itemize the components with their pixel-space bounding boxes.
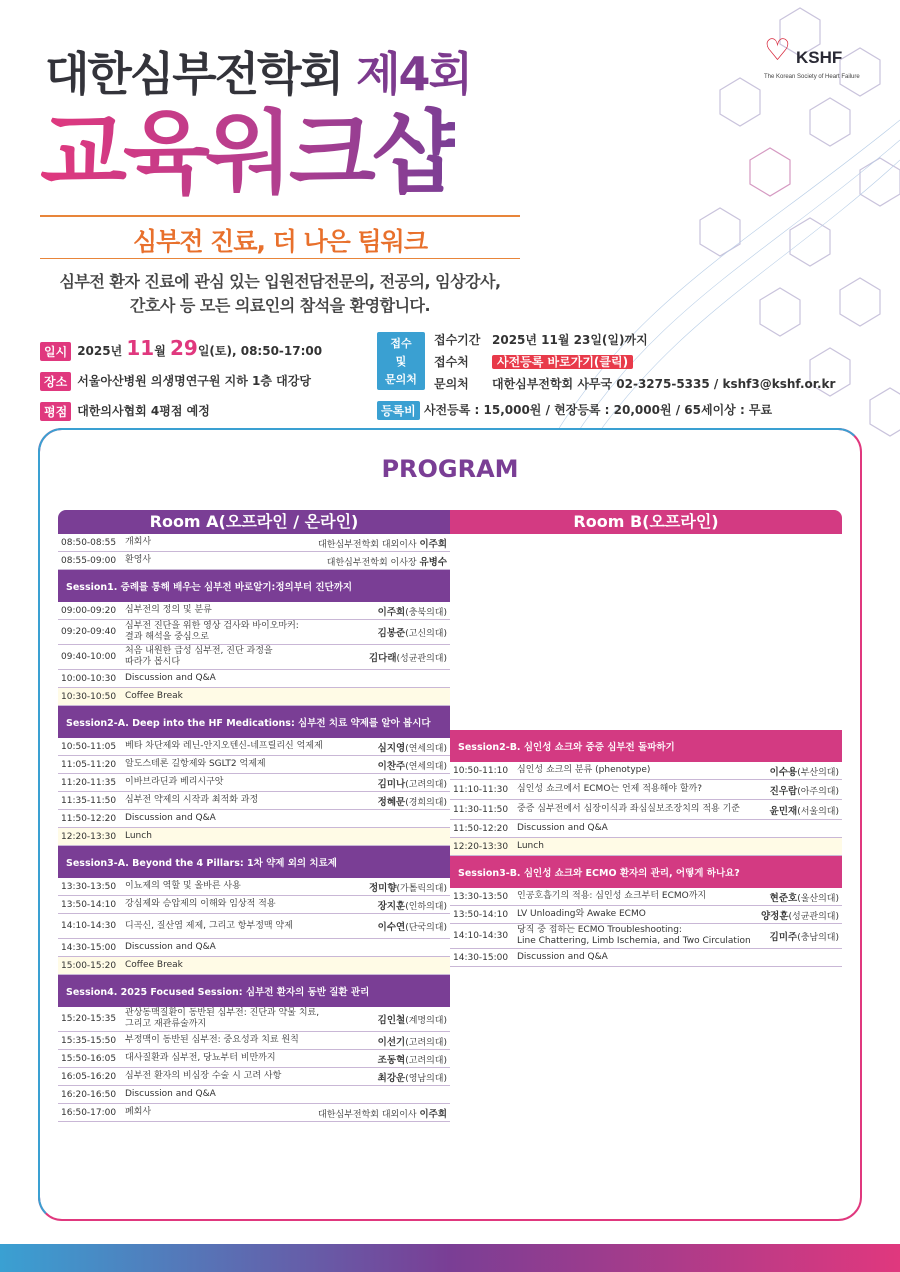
place-text: 서울아산병원 의생명연구원 지하 1층 대강당 [77, 374, 311, 388]
speaker [378, 604, 447, 618]
schedule-row [58, 939, 450, 957]
date-info [40, 336, 322, 361]
talk-title [517, 909, 761, 920]
schedule-row [450, 820, 842, 838]
speaker-affiliation: (부산의대) [797, 767, 839, 778]
speaker [770, 929, 839, 943]
speaker-affiliation: (영남의대) [405, 1073, 447, 1084]
schedule-row [58, 1104, 450, 1122]
speaker-name: 윤민재 [769, 805, 798, 817]
talk-title-line: 이뇨제의 역할 및 올바른 사용 [125, 881, 241, 891]
schedule-row [450, 949, 842, 967]
talk-title-line: 심부전의 정의 및 분류 [125, 605, 212, 615]
talk-title [125, 1071, 378, 1082]
speaker [378, 1070, 447, 1084]
schedule-row [450, 762, 842, 780]
talk-title [125, 813, 447, 824]
speaker-name: 심지영 [377, 742, 406, 754]
speaker-name: 김인철 [377, 1015, 406, 1026]
speaker [770, 764, 839, 778]
talk-title [125, 831, 447, 842]
schedule-row [58, 602, 450, 620]
date-label: 일시 [40, 342, 71, 361]
schedule-row [58, 1032, 450, 1050]
talk-title [125, 881, 369, 892]
main-title: 교육워크샵 [40, 101, 455, 206]
talk-title [125, 795, 378, 806]
reg-contact [434, 375, 835, 392]
speaker-role: 대한심부전학회 대외이사 [318, 1109, 420, 1120]
talk-title [125, 555, 327, 566]
schedule-row [450, 888, 842, 906]
speaker-name: 이주희 [419, 1108, 447, 1120]
talk-title-line: 심부전 약제의 시작과 최적화 과정 [125, 795, 259, 805]
contact-key: 문의처 [434, 377, 469, 391]
talk-title [517, 925, 770, 947]
schedule-row [58, 552, 450, 570]
credit-info [40, 402, 210, 421]
schedule-row [58, 792, 450, 810]
reg-label-line: 및 [395, 355, 407, 368]
speaker [378, 625, 447, 639]
schedule-row [58, 756, 450, 774]
talk-title-line: Lunch [125, 831, 152, 841]
talk-title-line: 심부전 진단을 위한 영상 검사와 바이오마커: [125, 621, 299, 631]
talk-title-line: Line Chattering, Limb Ischemia, and Two Circulation [517, 936, 751, 946]
session-header: Session2-B. 심인성 쇼크와 중증 심부전 돌파하기 [450, 730, 842, 762]
logo-subtitle: The Korean Society of Heart Failure [764, 74, 860, 80]
talk-title-line: LV Unloading와 Awake ECMO [517, 909, 646, 919]
time-slot: 08:50-08:55 [61, 537, 117, 548]
heart-icon: ♡ [764, 33, 791, 68]
speaker [369, 880, 447, 894]
period-value: 2025년 11월 23일(일)까지 [492, 333, 648, 347]
speaker [378, 1034, 447, 1048]
time-slot: 10:30-10:50 [61, 691, 117, 702]
period-key: 접수기간 [434, 333, 481, 347]
place-info [40, 372, 311, 391]
schedule-row [58, 670, 450, 688]
speaker-name: 김봉준 [377, 628, 406, 639]
speaker-name: 정혜문 [377, 796, 406, 808]
fee-text: 사전등록 : 15,000원 / 현장등록 : 20,000원 / 65세이상 : 무료 [423, 403, 773, 417]
speaker-name: 정미향 [368, 882, 397, 894]
speaker-name: 이주희 [419, 538, 447, 550]
talk-title [125, 921, 378, 932]
speaker [318, 536, 447, 550]
schedule-row [58, 1068, 450, 1086]
time-slot: 11:05-11:20 [61, 759, 117, 770]
session-header: Session1. 증례를 통해 배우는 심부전 바로알기:정의부터 진단까지 [58, 570, 450, 602]
speaker [770, 803, 839, 817]
talk-title-line: 환영사 [125, 555, 152, 565]
date-time: 일(토), 08:50-17:00 [197, 344, 323, 358]
speaker [761, 908, 839, 922]
time-slot: 15:50-16:05 [61, 1053, 117, 1064]
event-subtitle: 심부전 진료, 더 나은 팀워크 [133, 227, 427, 256]
talk-title [125, 646, 369, 668]
talk-title-line: 폐회사 [125, 1107, 152, 1117]
talk-title-line: 심인성 쇼크에서 ECMO는 언제 적용해야 할까? [517, 784, 703, 794]
schedule-row [58, 774, 450, 792]
talk-title [517, 765, 770, 776]
speaker-name: 김다래 [368, 653, 397, 664]
time-slot: 11:35-11:50 [61, 795, 117, 806]
talk-title-line: 대사질환과 심부전, 당뇨부터 비만까지 [125, 1053, 276, 1063]
time-slot: 14:30-15:00 [453, 952, 509, 963]
kshf-logo [760, 33, 870, 86]
talk-title [125, 537, 318, 548]
speaker-name: 진우람 [769, 785, 798, 797]
reg-label-line: 접수 [390, 337, 412, 350]
talk-title [125, 1089, 447, 1100]
time-slot: 13:30-13:50 [61, 881, 117, 892]
session-header: Session2-A. Deep into the HF Medications: 심부전 치료 약제를 알아 봅시다 [58, 706, 450, 738]
title-divider [40, 215, 520, 217]
speaker [770, 783, 839, 797]
speaker [378, 1012, 447, 1026]
schedule-row [58, 534, 450, 552]
session-header: Session3-B. 심인성 쇼크와 ECMO 환자의 관리, 어떻게 하나요? [450, 856, 842, 888]
room-b-schedule [450, 534, 842, 967]
speaker [327, 554, 447, 568]
talk-title [517, 784, 770, 795]
speaker-affiliation: (연세의대) [405, 743, 447, 754]
speaker-affiliation: (인하의대) [405, 901, 447, 912]
talk-title-line: Coffee Break [125, 691, 183, 701]
speaker [378, 758, 447, 772]
schedule-row [58, 738, 450, 756]
schedule-row [58, 1086, 450, 1104]
talk-title-line: 당직 중 접하는 ECMO Troubleshooting: [517, 925, 682, 935]
talk-title-line: Discussion and Q&A [517, 952, 608, 962]
session-header: Session4. 2025 Focused Session: 심부전 환자의 동반 질환 관리 [58, 975, 450, 1007]
talk-title-line: 인공호흡기의 적용: 심인성 쇼크부터 ECMO까지 [517, 891, 707, 901]
logo-text: KSHF [796, 48, 843, 67]
schedule-row [58, 878, 450, 896]
talk-title-line: 부정맥이 동반된 심부전: 중요성과 치료 원칙 [125, 1035, 299, 1045]
speaker [378, 794, 447, 808]
talk-title [125, 1107, 318, 1118]
reg-where [434, 353, 633, 370]
break-row [58, 688, 450, 706]
schedule-row [58, 810, 450, 828]
speaker [378, 740, 447, 754]
talk-title [125, 759, 378, 770]
schedule-row [450, 924, 842, 949]
schedule-row [58, 1007, 450, 1032]
date-year: 2025년 [77, 344, 123, 358]
talk-title-line: 심부전 환자의 비심장 수술 시 고려 사항 [125, 1071, 282, 1081]
talk-title-line: 관상동맥질환이 동반된 심부전: 진단과 약물 치료, [125, 1008, 320, 1018]
speaker-affiliation: (아주의대) [797, 786, 839, 797]
room-a-header: Room A(오프라인 / 온라인) [58, 510, 450, 534]
talk-title [125, 1035, 378, 1046]
intro-line: 심부전 환자 진료에 관심 있는 입원전담전문의, 전공의, 임상강사, [59, 272, 501, 291]
speaker-name: 이주희 [377, 606, 406, 618]
talk-title-line: Lunch [517, 841, 544, 851]
schedule-row [58, 645, 450, 670]
session-header: Session3-A. Beyond the 4 Pillars: 1차 약제 외의 치료제 [58, 846, 450, 878]
talk-title-line: Discussion and Q&A [517, 823, 608, 833]
date-month-unit: 월 [154, 344, 166, 358]
break-row [450, 838, 842, 856]
time-slot: 08:55-09:00 [61, 555, 117, 566]
speaker-name: 이선기 [377, 1036, 406, 1048]
time-slot: 09:40-10:00 [61, 652, 117, 662]
talk-title-line: 알도스테론 길항제와 SGLT2 억제제 [125, 759, 266, 769]
time-slot: 15:35-15:50 [61, 1035, 117, 1046]
speaker [378, 1052, 447, 1066]
talk-title-line: 그리고 재관류술까지 [125, 1019, 207, 1029]
speaker-affiliation: (단국의대) [405, 923, 447, 933]
edition: 제4회 [356, 47, 471, 101]
date-month: 11 [126, 336, 155, 360]
talk-title [125, 777, 378, 788]
speaker [770, 890, 839, 904]
time-slot: 09:00-09:20 [61, 605, 117, 616]
speaker [378, 919, 447, 933]
speaker [378, 776, 447, 790]
credit-text: 대한의사협회 4평점 예정 [77, 404, 210, 418]
schedule-row [450, 906, 842, 924]
talk-title-line: 개회사 [125, 537, 152, 547]
date-day: 29 [170, 336, 198, 360]
intro-line: 간호사 등 모든 의료인의 참석을 환영합니다. [129, 296, 431, 315]
schedule-row [58, 914, 450, 939]
break-row [58, 828, 450, 846]
schedule-row [58, 1050, 450, 1068]
speaker-name: 양정훈 [760, 910, 789, 922]
time-slot: 15:00-15:20 [61, 960, 117, 971]
speaker-name: 이수연 [377, 922, 406, 933]
speaker-name: 조동혁 [377, 1054, 406, 1066]
talk-title [125, 621, 378, 643]
speaker-affiliation: (가톨릭의대) [396, 883, 447, 894]
time-slot: 15:20-15:35 [61, 1014, 117, 1024]
talk-title-line: 심인성 쇼크의 분류 (phenotype) [517, 765, 651, 775]
time-slot: 10:50-11:10 [453, 765, 509, 776]
talk-title [125, 960, 447, 971]
time-slot: 13:30-13:50 [453, 891, 509, 902]
speaker [318, 1106, 447, 1120]
time-slot: 12:20-13:30 [453, 841, 509, 852]
time-slot: 11:50-12:20 [453, 823, 509, 834]
speaker-affiliation: (경희의대) [405, 797, 447, 808]
registration-link[interactable]: 사전등록 바로가기(클릭) [492, 355, 633, 369]
talk-title-line: Coffee Break [125, 960, 183, 970]
talk-title [125, 942, 447, 953]
where-key: 접수처 [434, 355, 469, 369]
talk-title-line: Discussion and Q&A [125, 673, 216, 683]
speaker-affiliation: (고려의대) [405, 1055, 447, 1066]
time-slot: 13:50-14:10 [61, 899, 117, 910]
time-slot: 09:20-09:40 [61, 627, 117, 637]
time-slot: 16:05-16:20 [61, 1071, 117, 1082]
speaker-affiliation: (고려의대) [405, 1037, 447, 1048]
talk-title [517, 952, 839, 963]
talk-title [517, 841, 839, 852]
speaker-affiliation: (고려의대) [405, 779, 447, 790]
speaker-affiliation: (성균관의대) [788, 911, 839, 922]
time-slot: 11:20-11:35 [61, 777, 117, 788]
bottom-gradient-bar [0, 1244, 900, 1272]
time-slot: 13:50-14:10 [453, 909, 509, 920]
speaker-affiliation: (충북의대) [405, 607, 447, 618]
program-title: PROGRAM [381, 455, 519, 483]
society-name: 대한심부전학회 [45, 47, 343, 101]
speaker-role: 대한심부전학회 대외이사 [318, 539, 420, 550]
time-slot: 11:50-12:20 [61, 813, 117, 824]
talk-title [517, 804, 770, 815]
speaker-affiliation: (충남의대) [797, 933, 839, 943]
speaker-affiliation: (계명의대) [405, 1016, 447, 1026]
speaker-affiliation: (성균관의대) [396, 654, 447, 664]
schedule-spacer [450, 534, 842, 730]
time-slot: 14:30-15:00 [61, 942, 117, 953]
break-row [58, 957, 450, 975]
reg-period [434, 331, 648, 348]
contact-value: 대한심부전학회 사무국 02-3275-5335 / kshf3@kshf.or.kr [492, 377, 836, 391]
speaker-role: 대한심부전학회 이사장 [326, 557, 420, 568]
speaker [369, 650, 447, 664]
talk-title-line: 이바브라딘과 베리시구앗 [125, 777, 224, 787]
event-title [45, 38, 471, 104]
time-slot: 14:10-14:30 [61, 921, 117, 931]
schedule-row [58, 620, 450, 645]
fee-info [377, 401, 772, 420]
talk-title-line: 따라가 봅시다 [125, 657, 181, 667]
talk-title [125, 1008, 378, 1030]
talk-title [125, 673, 447, 684]
time-slot: 12:20-13:30 [61, 831, 117, 842]
speaker-affiliation: (울산의대) [797, 893, 839, 904]
time-slot: 11:30-11:50 [453, 804, 509, 815]
talk-title-line: Discussion and Q&A [125, 813, 216, 823]
subtitle-divider [40, 258, 520, 259]
talk-title-line: 결과 해석을 중심으로 [125, 632, 209, 642]
speaker-name: 장지훈 [377, 900, 406, 912]
speaker-name: 이찬주 [377, 760, 406, 772]
fee-label: 등록비 [377, 401, 420, 420]
time-slot: 16:20-16:50 [61, 1089, 117, 1100]
schedule-row [450, 780, 842, 800]
talk-title [125, 899, 378, 910]
schedule-row [58, 896, 450, 914]
speaker-name: 유병수 [419, 556, 447, 568]
talk-title-line: 베타 차단제와 레닌-안지오텐신-네프릴리신 억제제 [125, 741, 323, 751]
talk-title-line: Discussion and Q&A [125, 1089, 216, 1099]
time-slot: 10:00-10:30 [61, 673, 117, 684]
reg-label-line: 문의처 [385, 373, 417, 386]
speaker-affiliation: (연세의대) [405, 761, 447, 772]
talk-title-line: 중증 심부전에서 심장이식과 좌심실보조장치의 적용 기준 [517, 804, 740, 814]
talk-title [517, 823, 839, 834]
speaker-name: 김미나 [377, 778, 406, 790]
credit-label: 평점 [40, 402, 71, 421]
talk-title [517, 891, 770, 902]
time-slot: 10:50-11:05 [61, 741, 117, 752]
place-label: 장소 [40, 372, 71, 391]
talk-title-line: 처음 내원한 급성 심부전, 진단 과정을 [125, 646, 273, 656]
talk-title [125, 1053, 378, 1064]
speaker [378, 898, 447, 912]
speaker-name: 현준호 [769, 892, 798, 904]
room-a-schedule [58, 534, 450, 1122]
registration-label [377, 332, 425, 390]
talk-title [125, 605, 378, 616]
speaker-name: 최강운 [377, 1072, 406, 1084]
intro-text [40, 270, 520, 318]
talk-title-line: 강심제와 승압제의 이해와 임상적 적용 [125, 899, 276, 909]
speaker-name: 이수용 [769, 766, 798, 778]
speaker-affiliation: (고신의대) [405, 629, 447, 639]
time-slot: 11:10-11:30 [453, 784, 509, 795]
time-slot: 16:50-17:00 [61, 1107, 117, 1118]
talk-title [125, 741, 378, 752]
room-b-header: Room B(오프라인) [450, 510, 842, 534]
schedule-row [450, 800, 842, 820]
time-slot: 14:10-14:30 [453, 931, 509, 941]
speaker-affiliation: (서울의대) [797, 806, 839, 817]
talk-title-line: Discussion and Q&A [125, 942, 216, 952]
talk-title [125, 691, 447, 702]
talk-title-line: 디곡신, 질산염 제제, 그리고 항부정맥 약제 [125, 920, 293, 931]
speaker-name: 김미주 [769, 932, 798, 943]
